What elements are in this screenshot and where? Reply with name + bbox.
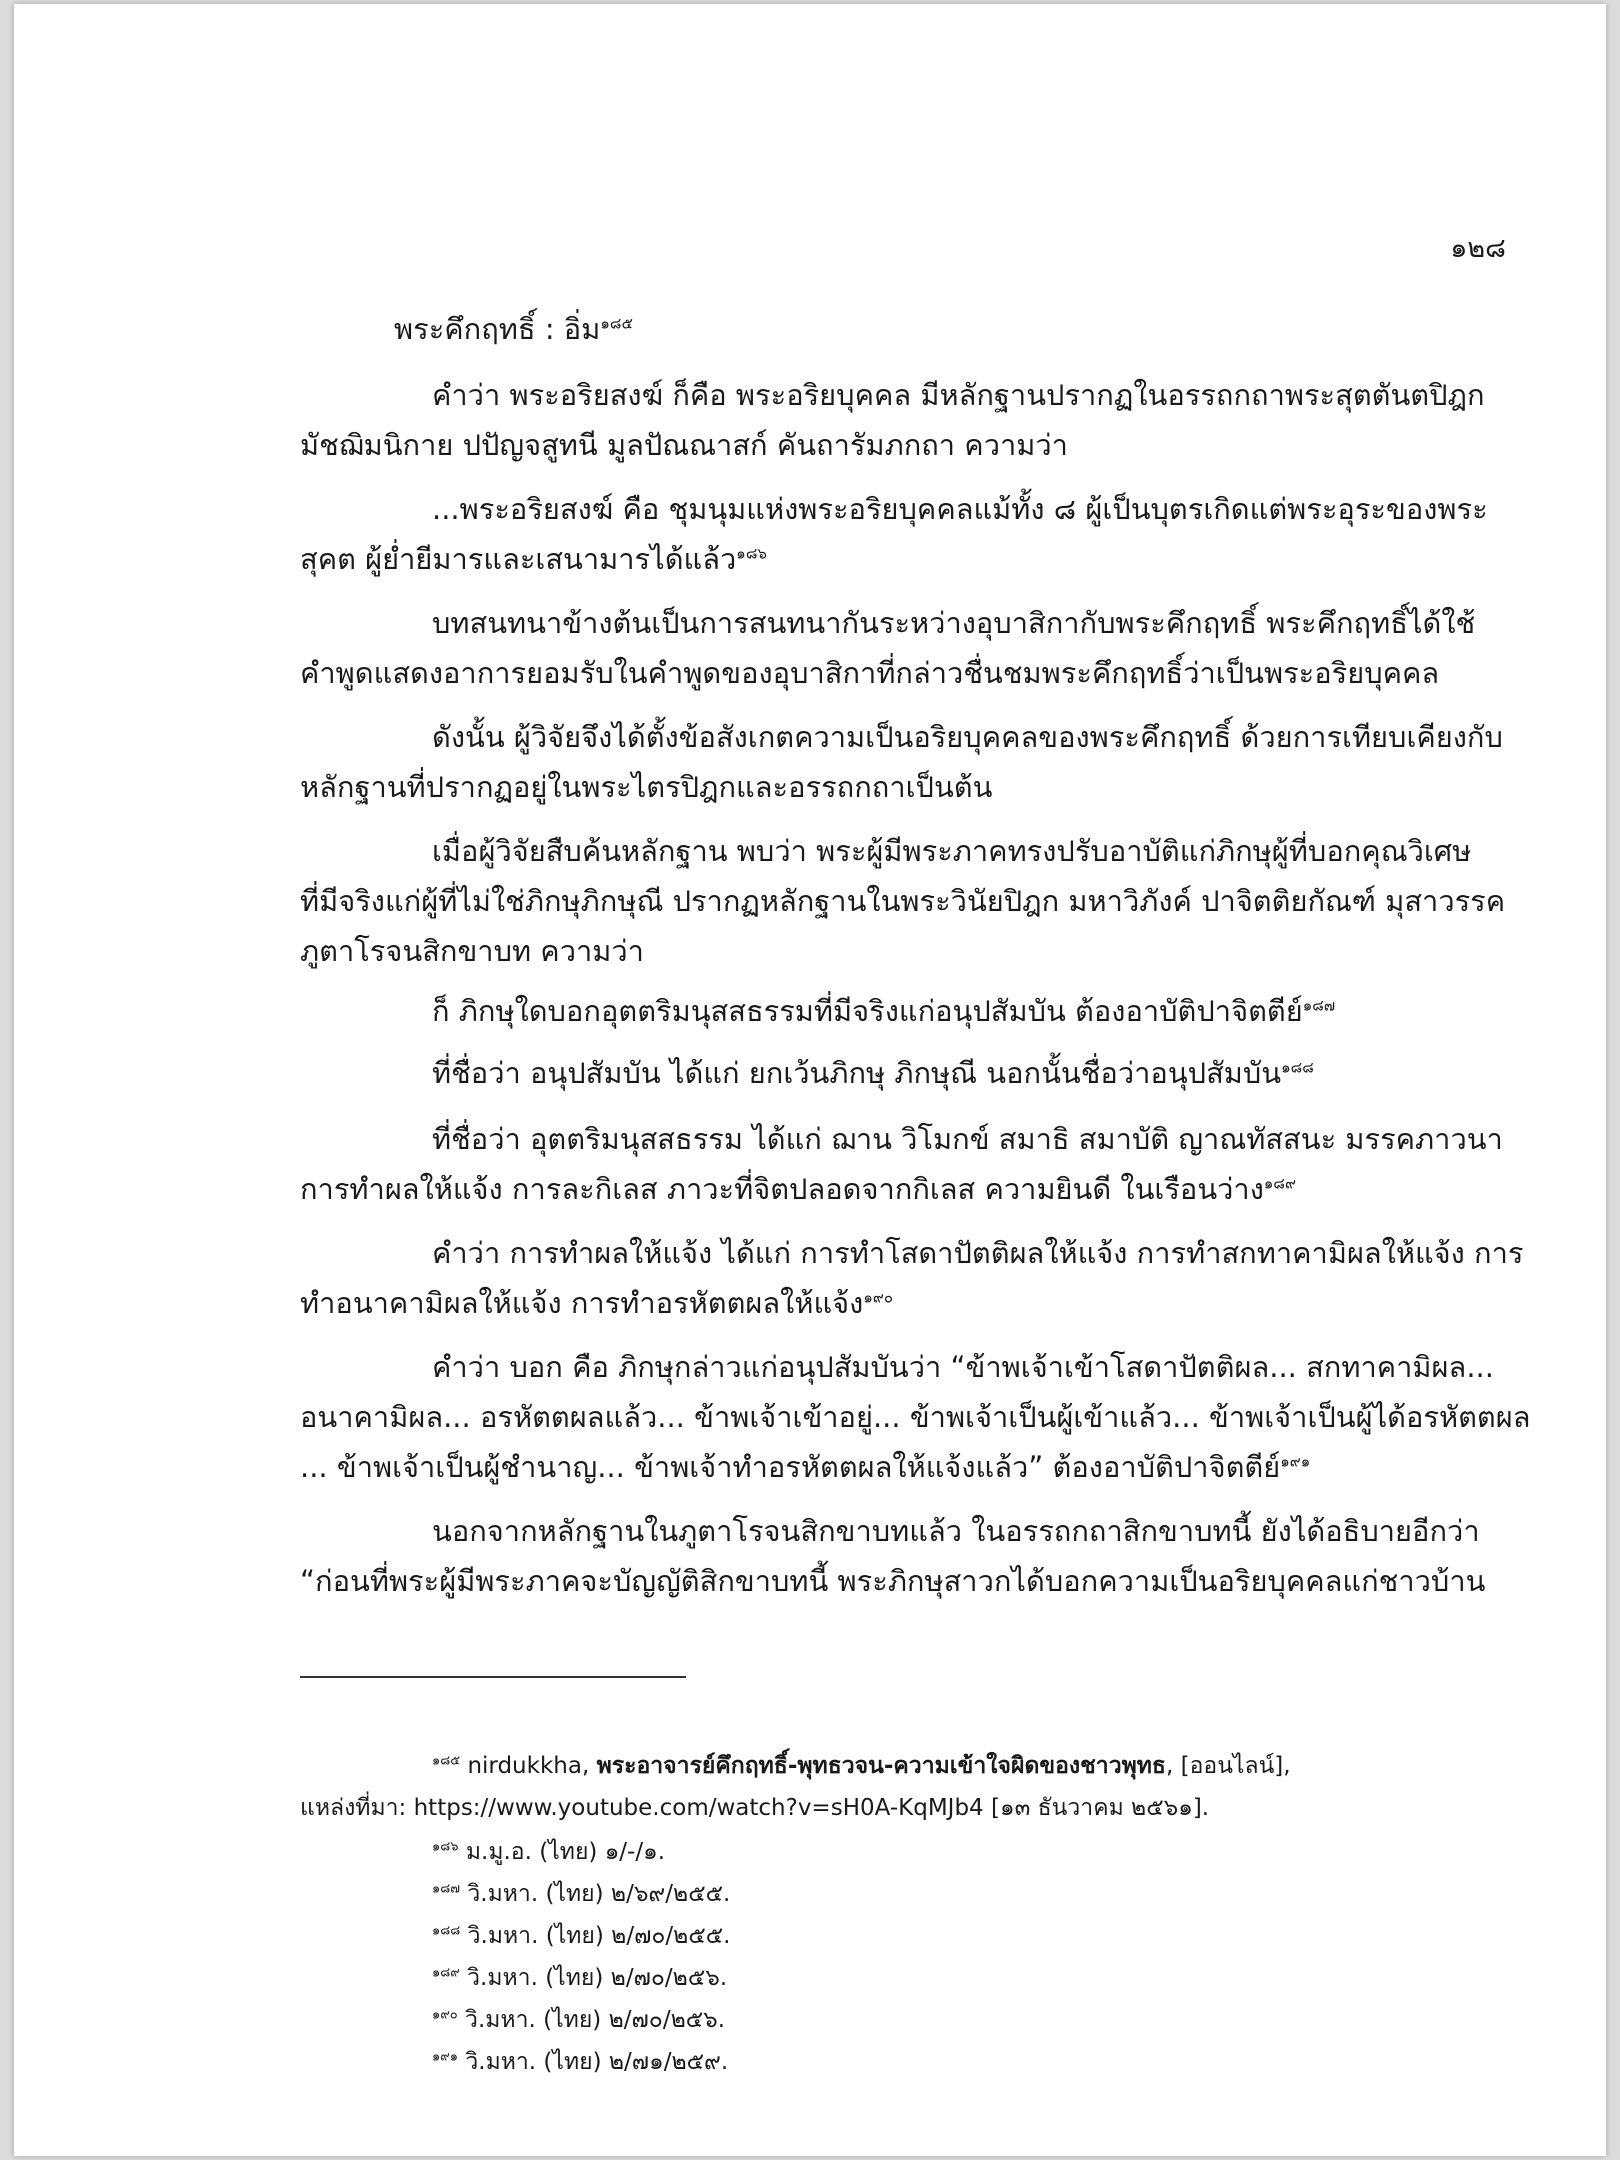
footnote-author: nirdukkha, — [467, 1753, 590, 1779]
footnote-number: ๑๙๐ — [432, 2007, 458, 2023]
body-line: ที่ชื่อว่า อุตตริมนุสสธรรม ได้แก่ ฌาน วิโมกข์ สมาธิ สมาบัติ ญาณทัสสนะ มรรคภาวนา — [432, 1122, 1503, 1156]
footnote-separator — [300, 1676, 686, 1678]
body-line: หลักฐานที่ปรากฏอยู่ในพระไตรปิฎกและอรรถกถาเป็นต้น — [300, 770, 993, 804]
body-line: บทสนทนาข้างต้นเป็นการสนทนากันระหว่างอุบาสิกากับพระคึกฤทธิ์ พระคึกฤทธิ์ได้ใช้ — [432, 606, 1476, 640]
body-line-text: การทำผลให้แจ้ง การละกิเลส ภาวะที่จิตปลอดจากกิเลส ความยินดี ในเรือนว่าง — [300, 1172, 1264, 1206]
body-line: นอกจากหลักฐานในภูตาโรจนสิกขาบทแล้ว ในอรรถกถาสิกขาบทนี้ ยังได้อธิบายอีกว่า — [432, 1514, 1480, 1548]
body-line — [300, 1444, 1310, 1490]
body-line-text: ทำอนาคามิผลให้แจ้ง การทำอรหัตตผลให้แจ้ง — [300, 1286, 864, 1320]
footnote-ref: ๑๙๐ — [863, 1288, 893, 1307]
footnote-text: ม.มู.อ. (ไทย) ๑/-/๑. — [465, 1839, 666, 1865]
body-line-text: ก็ ภิกษุใดบอกอุตตริมนุสสธรรมที่มีจริงแก่อนุปสัมบัน ต้องอาบัติปาจิตตีย์ — [432, 994, 1303, 1028]
footnote-ref: ๑๘๘ — [1281, 1058, 1314, 1077]
footnote-number: ๑๘๖ — [432, 1839, 459, 1855]
footnote-number: ๑๘๘ — [432, 1923, 461, 1939]
footnote-number: ๑๘๙ — [432, 1965, 460, 1981]
footnote-185 — [432, 1748, 1291, 1784]
footnote-number: ๑๘๕ — [432, 1753, 461, 1769]
body-line: ...พระอริยสงฆ์ คือ ชุมนุมแห่งพระอริยบุคคลแม้ทั้ง ๘ ผู้เป็นบุตรเกิดแต่พระอุระของพระ — [432, 492, 1488, 526]
footnote-number: ๑๘๗ — [432, 1881, 461, 1897]
footnote-tail: , [ออนไลน์], — [1165, 1753, 1291, 1779]
footnote-190 — [432, 2002, 725, 2038]
body-line-text: ... ข้าพเจ้าเป็นผู้ชำนาญ... ข้าพเจ้าทำอรหัตตผลให้แจ้งแล้ว” ต้องอาบัติปาจิตตีย์ — [300, 1450, 1281, 1484]
body-line — [300, 1166, 1296, 1212]
footnote-185-source: แหล่งที่มา: https://www.youtube.com/watch?v=sH0A-KqMJb4 [๑๓ ธันวาคม ๒๕๖๑]. — [300, 1795, 1210, 1821]
footnote-ref: ๑๘๙ — [1263, 1174, 1296, 1193]
footnote-text: วิ.มหา. (ไทย) ๒/๗๑/๒๕๙. — [465, 2049, 729, 2075]
body-line: คำว่า พระอริยสงฆ์ ก็คือ พระอริยบุคคล มีหลักฐานปรากฏในอรรถกถาพระสุตตันตปิฎก — [432, 378, 1485, 412]
footnote-189 — [432, 1960, 727, 1996]
body-line: ดังนั้น ผู้วิจัยจึงได้ตั้งข้อสังเกตความเป็นอริยบุคคลของพระคึกฤทธิ์ ด้วยการเทียบเคียงกับ — [432, 720, 1503, 754]
footnote-text: วิ.มหา. (ไทย) ๒/๗๐/๒๕๕. — [467, 1923, 731, 1949]
footnote-ref: ๑๙๑ — [1280, 1452, 1311, 1471]
body-line: ภูตาโรจนสิกขาบท ความว่า — [300, 934, 644, 968]
body-line: ที่มีจริงแก่ผู้ที่ไม่ใช่ภิกษุภิกษุณี ปรากฏหลักฐานในพระวินัยปิฎก มหาวิภังค์ ปาจิตติยกัณฑ์ มุสาวรรค — [300, 884, 1506, 918]
body-line: อนาคามิผล... อรหัตตผลแล้ว... ข้าพเจ้าเข้าอยู่... ข้าพเจ้าเป็นผู้เข้าแล้ว... ข้าพเจ้าเป็นผู้ได้อรหัตตผล — [300, 1400, 1531, 1434]
footnote-186 — [432, 1834, 665, 1870]
footnote-title: พระอาจารย์คึกฤทธิ์-พุทธวจน-ความเข้าใจผิดของชาวพุทธ — [596, 1753, 1166, 1779]
body-line: คำว่า บอก คือ ภิกษุกล่าวแก่อนุปสัมบันว่า “ข้าพเจ้าเข้าโสดาปัตติผล... สกทาคามิผล... — [432, 1350, 1494, 1384]
section-title-text: พระคึกฤทธิ์ : อิ่ม — [394, 312, 601, 346]
footnote-188 — [432, 1918, 730, 1954]
body-line: คำว่า การทำผลให้แจ้ง ได้แก่ การทำโสดาปัตติผลให้แจ้ง การทำสกทาคามิผลให้แจ้ง การ — [432, 1236, 1524, 1270]
footnote-text: วิ.มหา. (ไทย) ๒/๗๐/๒๕๖. — [467, 1965, 728, 1991]
footnote-number: ๑๙๑ — [432, 2049, 459, 2065]
footnote-187 — [432, 1876, 730, 1912]
body-line — [300, 536, 767, 582]
body-line — [432, 988, 1335, 1034]
footnote-191 — [432, 2044, 728, 2080]
body-line-text: สุคต ผู้ย่ำยีมารและเสนามารได้แล้ว — [300, 542, 737, 576]
body-line — [300, 1280, 893, 1326]
footnote-ref: ๑๘๕ — [600, 314, 633, 333]
footnote-ref: ๑๘๖ — [736, 544, 767, 563]
body-line: คำพูดแสดงอาการยอมรับในคำพูดของอุบาสิกาที่กล่าวชื่นชมพระคึกฤทธิ์ว่าเป็นพระอริยบุคคล — [300, 656, 1440, 690]
body-line: เมื่อผู้วิจัยสืบค้นหลักฐาน พบว่า พระผู้มีพระภาคทรงปรับอาบัติแก่ภิกษุผู้ที่บอกคุณวิเศษ — [432, 834, 1472, 868]
footnote-text: วิ.มหา. (ไทย) ๒/๖๙/๒๕๕. — [467, 1881, 731, 1907]
body-line-text: ที่ชื่อว่า อนุปสัมบัน ได้แก่ ยกเว้นภิกษุ ภิกษุณี นอกนั้นชื่อว่าอนุปสัมบัน — [432, 1056, 1282, 1090]
body-line: “ก่อนที่พระผู้มีพระภาคจะบัญญัติสิกขาบทนี้ พระภิกษุสาวกได้บอกความเป็นอริยบุคคลแก่ชาวบ้าน — [300, 1564, 1486, 1598]
page-number: ๑๒๘ — [1450, 233, 1506, 264]
document-page — [14, 4, 1606, 2156]
footnote-ref: ๑๘๗ — [1302, 996, 1336, 1015]
body-line: มัชฌิมนิกาย ปปัญจสูทนี มูลปัณณาสก์ คันถารัมภกถา ความว่า — [300, 428, 1068, 462]
footnote-text: วิ.มหา. (ไทย) ๒/๗๐/๒๕๖. — [465, 2007, 726, 2033]
body-line — [432, 1050, 1314, 1096]
section-title — [394, 306, 633, 352]
